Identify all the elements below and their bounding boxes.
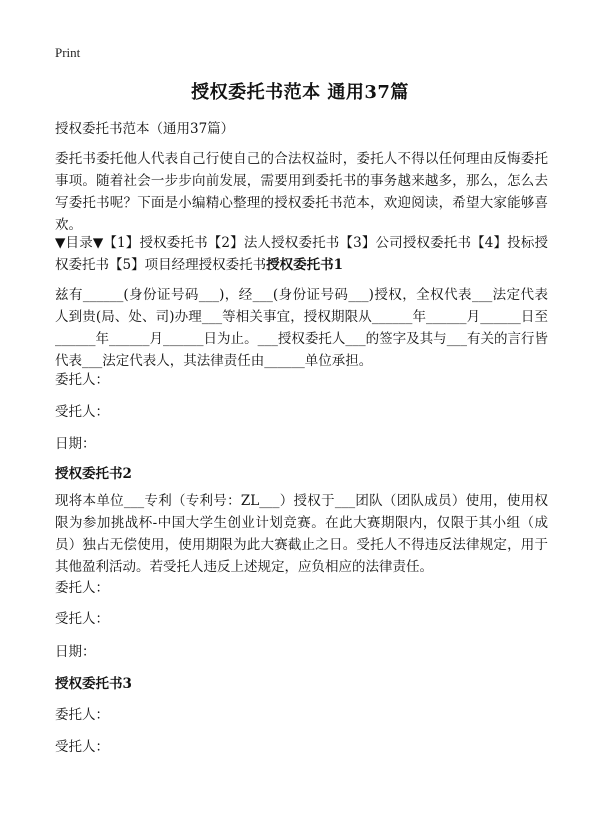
section3-principal-label: 委托人：: [55, 707, 109, 723]
section1-body: 兹有______(身份证号码___)，经___(身份证号码___)授权，全权代表___法定代表人到贵(局、处、司)办理___等相关事宜，授权期限从______年______月______日至______年______月______日为止。___授权委托人___的签字及其与___有关的言行皆代表___法定代表人，其法律责任由______单位承担。: [55, 287, 548, 369]
section1-agent-label: 受托人：: [55, 404, 109, 420]
section2-agent-label: 受托人：: [55, 611, 109, 627]
toc-links[interactable]: ▼目录▼【1】授权委托书【2】法人授权委托书【3】公司授权委托书【4】投标授权委托书【5】项目经理授权委托书: [55, 235, 548, 273]
section2-heading: 授权委托书2: [55, 466, 132, 482]
section1-heading: 授权委托书1: [266, 257, 343, 273]
section3-agent-label: 受托人：: [55, 739, 109, 755]
document-subtitle: 授权委托书范本（通用37篇）: [55, 121, 235, 137]
section3-heading: 授权委托书3: [55, 676, 132, 692]
intro-paragraph: 委托书委托他人代表自己行使自己的合法权益时，委托人不得以任何理由反悔委托事项。随着社会一步步向前发展，需要用到委托书的事务越来越多，那么，怎么去写委托书呢？下面是小编精心整理的授权委托书范本，欢迎阅读，希望大家能够喜欢。: [55, 151, 548, 233]
print-link[interactable]: Print: [55, 45, 81, 60]
document-title: 授权委托书范本 通用37篇: [191, 82, 409, 103]
section1-principal-label: 委托人：: [55, 372, 109, 388]
table-of-contents: [55, 232, 548, 276]
section2-date-label: 日期：: [55, 644, 96, 660]
section2-body: 现将本单位___专利（专利号：ZL___）授权于___团队（团队成员）使用，使用权限为参加挑战杯-中国大学生创业计划竞赛。在此大赛期限内，仅限于其小组（成员）独占无偿使用，使用期限为此大赛截止之日。受托人不得违反法律规定，用于其他盈利活动。若受托人违反上述规定，应负相应的法律责任。: [55, 493, 548, 575]
section1-date-label: 日期：: [55, 436, 96, 452]
section2-principal-label: 委托人：: [55, 580, 109, 596]
